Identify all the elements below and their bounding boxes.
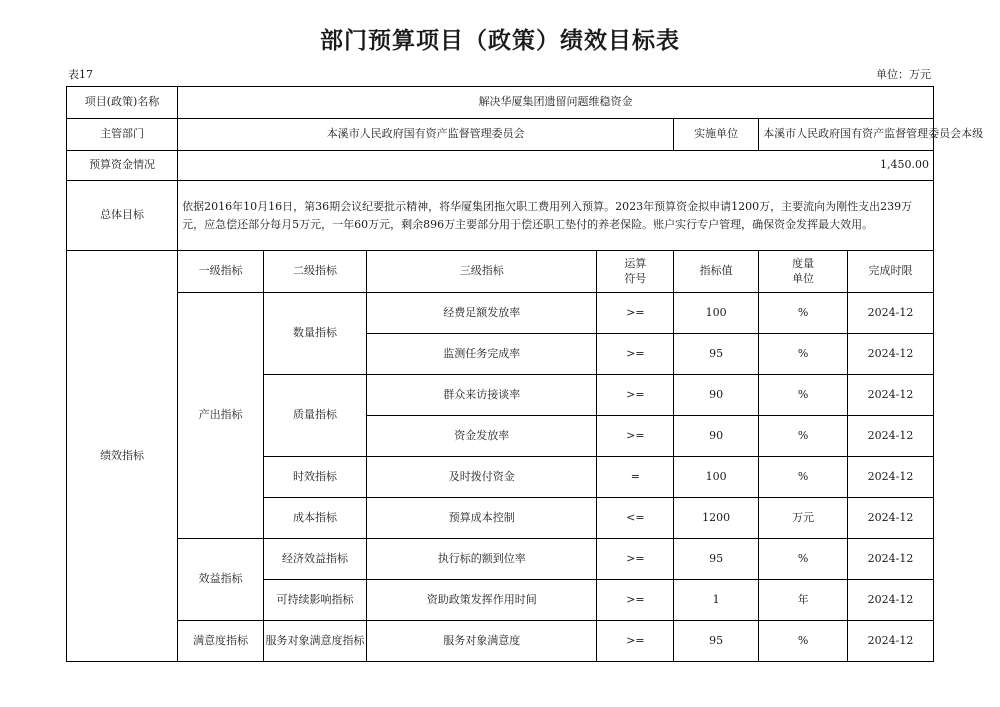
- subgroup-quality: 质量指标: [264, 375, 367, 457]
- indicator-unit: %: [759, 539, 848, 580]
- indicator-operator: >=: [597, 580, 674, 621]
- indicator-unit: %: [759, 621, 848, 662]
- group-output: 产出指标: [178, 293, 264, 539]
- indicator-deadline: 2024-12: [848, 416, 934, 457]
- indicator-value: 1: [674, 580, 759, 621]
- budget-amount: 1,450.00: [178, 151, 934, 181]
- indicator-name: 经费足额发放率: [367, 293, 597, 334]
- indicator-name: 执行标的额到位率: [367, 539, 597, 580]
- indicator-unit: %: [759, 457, 848, 498]
- indicator-deadline: 2024-12: [848, 457, 934, 498]
- header-unit-line2: 单位: [792, 271, 815, 285]
- indicator-unit: %: [759, 416, 848, 457]
- header-operator-line2: 符号: [624, 271, 647, 285]
- budget-label: 预算资金情况: [67, 151, 178, 181]
- subgroup-service: 服务对象满意度指标: [264, 621, 367, 662]
- indicator-value: 1200: [674, 498, 759, 539]
- performance-table: [66, 86, 984, 662]
- table-row-goal: [67, 181, 934, 251]
- subgroup-cost: 成本指标: [264, 498, 367, 539]
- table-row-department: [67, 119, 934, 151]
- table-row: [67, 293, 934, 334]
- goal-text: 依据2016年10月16日，第36期会议纪要批示精神，将华厦集团拖欠职工费用列入预算。2023年预算资金拟申请1200万，主要流向为刚性支出239万元，应急偿还部分每月5万元，一年60万元，剩余896万主要部分用于偿还职工垫付的养老保险。账户实行专户管理，确保资金发挥最大效用。: [178, 181, 934, 251]
- subgroup-economic: 经济效益指标: [264, 539, 367, 580]
- project-name-value: 解决华厦集团遗留问题维稳资金: [178, 87, 934, 119]
- indicator-operator: >=: [597, 416, 674, 457]
- indicator-name: 监测任务完成率: [367, 334, 597, 375]
- header-level2: 二级指标: [264, 251, 367, 293]
- indicator-deadline: 2024-12: [848, 293, 934, 334]
- header-level1: 一级指标: [178, 251, 264, 293]
- indicator-name: 资金发放率: [367, 416, 597, 457]
- indicator-name: 及时拨付资金: [367, 457, 597, 498]
- header-operator-line1: 运算: [624, 257, 647, 271]
- indicator-deadline: 2024-12: [848, 539, 934, 580]
- indicator-name: 预算成本控制: [367, 498, 597, 539]
- project-name-label: 项目(政策)名称: [67, 87, 178, 119]
- table-row-project-name: [67, 87, 934, 119]
- perf-label: 绩效指标: [67, 251, 178, 662]
- table-row-header: [67, 251, 934, 293]
- group-satisfaction: 满意度指标: [178, 621, 264, 662]
- indicator-name: 服务对象满意度: [367, 621, 597, 662]
- indicator-operator: >=: [597, 293, 674, 334]
- indicator-name: 群众来访接谈率: [367, 375, 597, 416]
- subgroup-quantity: 数量指标: [264, 293, 367, 375]
- indicator-operator: >=: [597, 375, 674, 416]
- indicator-deadline: 2024-12: [848, 621, 934, 662]
- table-row-budget: [67, 151, 934, 181]
- indicator-operator: =: [597, 457, 674, 498]
- table-row: [67, 539, 934, 580]
- header-value: 指标值: [674, 251, 759, 293]
- header-level3: 三级指标: [367, 251, 597, 293]
- group-benefit: 效益指标: [178, 539, 264, 621]
- indicator-value: 95: [674, 539, 759, 580]
- indicator-unit: %: [759, 375, 848, 416]
- header-unit: [759, 251, 848, 293]
- indicator-operator: >=: [597, 334, 674, 375]
- indicator-value: 100: [674, 457, 759, 498]
- indicator-deadline: 2024-12: [848, 375, 934, 416]
- header-deadline: 完成时限: [848, 251, 934, 293]
- dept-label: 主管部门: [67, 119, 178, 151]
- indicator-unit: %: [759, 334, 848, 375]
- subgroup-sustainable: 可持续影响指标: [264, 580, 367, 621]
- indicator-value: 90: [674, 416, 759, 457]
- indicator-value: 100: [674, 293, 759, 334]
- table-number: 表17: [68, 68, 93, 81]
- indicator-deadline: 2024-12: [848, 334, 934, 375]
- impl-label: 实施单位: [674, 119, 759, 151]
- indicator-operator: >=: [597, 539, 674, 580]
- page-title: 部门预算项目（政策）绩效目标表: [320, 27, 680, 54]
- indicator-operator: >=: [597, 621, 674, 662]
- header-unit-line1: 度量: [792, 257, 815, 271]
- indicator-value: 90: [674, 375, 759, 416]
- dept-value: 本溪市人民政府国有资产监督管理委员会: [178, 119, 674, 151]
- indicator-value: 95: [674, 334, 759, 375]
- indicator-name: 资助政策发挥作用时间: [367, 580, 597, 621]
- indicator-deadline: 2024-12: [848, 580, 934, 621]
- indicator-unit: %: [759, 293, 848, 334]
- table-row: [67, 621, 934, 662]
- unit-label: 单位：万元: [876, 68, 931, 81]
- header-operator: [597, 251, 674, 293]
- indicator-unit: 万元: [759, 498, 848, 539]
- indicator-value: 95: [674, 621, 759, 662]
- indicator-unit: 年: [759, 580, 848, 621]
- subgroup-timeliness: 时效指标: [264, 457, 367, 498]
- goal-label: 总体目标: [67, 181, 178, 251]
- indicator-deadline: 2024-12: [848, 498, 934, 539]
- indicator-operator: <=: [597, 498, 674, 539]
- impl-value: 本溪市人民政府国有资产监督管理委员会本级: [759, 119, 934, 151]
